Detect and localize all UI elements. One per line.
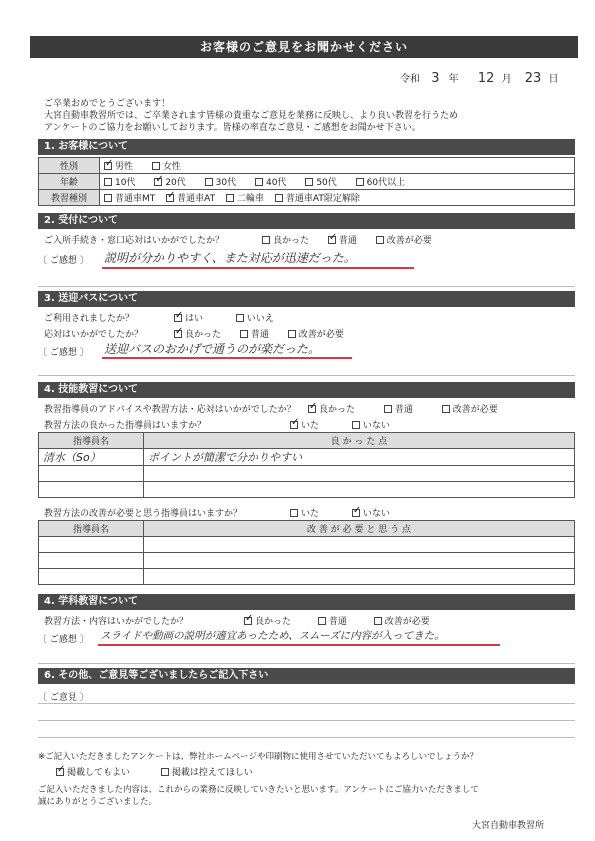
checkbox[interactable] xyxy=(236,314,244,322)
checkbox[interactable] xyxy=(374,617,382,625)
checkbox-checked[interactable] xyxy=(166,194,174,202)
reception-comment-label: 〔 ご感想 〕 xyxy=(38,256,89,266)
checkbox-checked[interactable] xyxy=(244,617,252,625)
age-20s-option[interactable]: ✓ 20代 xyxy=(154,175,185,188)
age-40s-option[interactable]: 40代 xyxy=(255,175,286,188)
checkbox[interactable] xyxy=(161,768,169,776)
empty-cell[interactable] xyxy=(144,466,575,482)
course-at-limit-release-option[interactable]: 普通車AT限定解除 xyxy=(275,191,360,204)
writing-line xyxy=(38,720,575,721)
checkbox[interactable] xyxy=(240,330,248,338)
checkbox[interactable] xyxy=(226,194,234,202)
section-5-header: 4. 学科教習について xyxy=(38,594,575,610)
improve-instructor-question: 教習方法の改善が必要と思う指導員はいますか？ xyxy=(44,509,243,519)
customer-info-table xyxy=(38,157,575,206)
empty-cell[interactable] xyxy=(144,553,575,569)
bus-comment[interactable]: 送迎バスのおかげで通うのが楽だった。 xyxy=(104,342,321,356)
lecture-options xyxy=(244,614,430,627)
checkbox[interactable] xyxy=(356,178,364,186)
bus-use-options xyxy=(174,311,290,324)
gender-label: 性別 xyxy=(39,158,100,174)
reception-improve-option[interactable]: 改善が必要 xyxy=(376,233,432,246)
section-1-header: 1. お客様について xyxy=(38,139,575,155)
checkbox[interactable] xyxy=(104,194,112,202)
date-year-unit: 年 xyxy=(448,74,459,85)
lecture-question: 教習方法・内容はいかがでしたか？ xyxy=(44,617,189,627)
empty-cell[interactable] xyxy=(39,553,144,569)
publication-options xyxy=(56,765,269,778)
checkbox-checked[interactable] xyxy=(154,178,162,186)
col-good-points: 良 か っ た 点 xyxy=(144,433,575,449)
bus-service-good-option[interactable]: ✓ 良かった xyxy=(174,327,221,340)
checkbox[interactable] xyxy=(376,236,384,244)
bus-service-question: 応対はいかがでしたか？ xyxy=(44,330,144,340)
empty-cell[interactable] xyxy=(144,482,575,498)
date-month-unit: 月 xyxy=(501,74,512,85)
thanks-text xyxy=(38,784,578,808)
skill-options xyxy=(308,402,498,415)
col-instructor-name: 指導員名 xyxy=(39,433,144,449)
checkbox[interactable] xyxy=(104,178,112,186)
lecture-normal-option[interactable]: 普通 xyxy=(318,614,347,627)
reception-normal-option[interactable]: ✓ 普通 xyxy=(328,233,357,246)
skill-question: 教習指導員のアドバイスや教習方法・応対はいかがでしたか？ xyxy=(44,405,296,415)
writing-line xyxy=(38,703,575,704)
date-day[interactable]: 23 xyxy=(524,71,542,86)
thanks-line-2: 誠にありがとうございました。 xyxy=(38,797,158,807)
checkbox[interactable] xyxy=(290,509,298,517)
comment-underline xyxy=(102,267,414,269)
checkbox-checked[interactable] xyxy=(308,405,316,413)
bus-service-options xyxy=(174,327,360,340)
comment-underline xyxy=(98,644,500,646)
course-motorcycle-option[interactable]: 二輪車 xyxy=(226,191,264,204)
improve-instructor-options xyxy=(290,506,406,519)
checkbox-checked[interactable] xyxy=(174,330,182,338)
lecture-comment[interactable]: スライドや動画の説明が適宜あったため、スムーズに内容が入ってきた。 xyxy=(100,630,445,642)
good-instructor-question: 教習方法の良かった指導員はいますか？ xyxy=(44,421,207,431)
writing-line xyxy=(38,737,575,738)
page-title: お客様のご意見をお聞かせください xyxy=(30,36,578,58)
writing-line xyxy=(38,286,575,287)
checkbox[interactable] xyxy=(442,405,450,413)
bus-use-yes-option[interactable]: ✓ はい xyxy=(174,311,203,324)
improve-instructor-no-option[interactable]: ✓ いない xyxy=(352,506,390,519)
checkbox[interactable] xyxy=(318,617,326,625)
good-instructor-options xyxy=(290,418,406,431)
col-improve-points: 改 善 が 必 要 と 思 う 点 xyxy=(144,521,575,537)
section-3-header: 3. 送迎バスについて xyxy=(38,291,575,307)
empty-cell[interactable] xyxy=(39,482,144,498)
publish-yes-option[interactable]: ✓掲載してもよい xyxy=(56,765,130,778)
checkbox-checked[interactable] xyxy=(328,236,336,244)
improve-instructor-yes-option[interactable]: いた xyxy=(290,506,319,519)
course-mt-option[interactable]: 普通車MT xyxy=(104,191,155,204)
course-at-option[interactable]: ✓ 普通車AT xyxy=(166,191,215,204)
good-instructor-table xyxy=(38,432,575,498)
checkbox[interactable] xyxy=(255,178,263,186)
skill-normal-option[interactable]: 普通 xyxy=(384,402,413,415)
lecture-good-option[interactable]: ✓ 良かった xyxy=(244,614,291,627)
section-6-header: 6. その他、ご意見等ございましたらご記入下さい xyxy=(38,668,575,684)
checkbox[interactable] xyxy=(205,178,213,186)
checkbox-checked[interactable] xyxy=(56,768,64,776)
organization-name: 大宮自動車教習所 xyxy=(472,821,545,831)
checkbox[interactable] xyxy=(275,194,283,202)
gender-female-option[interactable]: 女性 xyxy=(152,159,181,172)
comment-underline xyxy=(102,357,352,359)
good-instructor-yes-option[interactable]: ✓ いた xyxy=(290,418,319,431)
checkbox-checked[interactable] xyxy=(290,421,298,429)
intro-line-1: ご卒業おめでとうございます！ xyxy=(44,99,171,109)
reception-options xyxy=(262,233,448,246)
checkbox[interactable] xyxy=(262,236,270,244)
good-instructor-no-option[interactable]: いない xyxy=(352,418,390,431)
col-instructor-name: 指導員名 xyxy=(39,521,144,537)
date-era: 令和 xyxy=(400,74,420,85)
checkbox[interactable] xyxy=(305,178,313,186)
bus-comment-label: 〔 ご感想 〕 xyxy=(38,348,89,358)
age-50s-option[interactable]: 50代 xyxy=(305,175,336,188)
thanks-line-1: ご記入いただきました内容は、これからの業務に反映していきたいと思います。アンケートにご協力いただきまして xyxy=(38,785,479,795)
intro-text xyxy=(44,98,574,134)
bus-use-no-option[interactable]: いいえ xyxy=(236,311,274,324)
lecture-comment-label: 〔 ご感想 〕 xyxy=(38,635,89,645)
checkbox-checked[interactable] xyxy=(174,314,182,322)
reception-question: ご入所手続き・窓口応対はいかがでしたか？ xyxy=(44,236,225,246)
checkbox[interactable] xyxy=(288,330,296,338)
skill-good-option[interactable]: ✓ 良かった xyxy=(308,402,355,415)
age-30s-option[interactable]: 30代 xyxy=(205,175,236,188)
checkbox-checked[interactable] xyxy=(104,162,112,170)
empty-cell[interactable] xyxy=(39,537,144,553)
date-year[interactable]: 3 xyxy=(431,71,440,86)
section-2-header: 2. 受付について xyxy=(38,213,575,229)
gender-options xyxy=(100,158,575,174)
age-10s-option[interactable]: 10代 xyxy=(104,175,135,188)
intro-line-3: アンケートのご協力をお願いしております。皆様の率直なご意見・ご感想をお聞かせ下さい。 xyxy=(44,123,421,133)
skill-improve-option[interactable]: 改善が必要 xyxy=(442,402,498,415)
publication-consent-note: ※ご記入いただきましたアンケートは、弊社ホームページや印刷物に使用させていただいてもよろしいでしょうか？ xyxy=(38,752,478,762)
age-60plus-option[interactable]: 60代以上 xyxy=(356,175,405,188)
opinion-label: 〔 ご意見 〕 xyxy=(38,693,89,703)
bus-service-improve-option[interactable]: 改善が必要 xyxy=(288,327,344,340)
age-options xyxy=(100,174,575,190)
date-month[interactable]: 12 xyxy=(477,71,495,86)
date-day-unit: 日 xyxy=(548,74,559,85)
date-line xyxy=(400,70,570,86)
checkbox[interactable] xyxy=(352,421,360,429)
gender-male-option[interactable]: ✓ 男性 xyxy=(104,159,133,172)
bus-service-normal-option[interactable]: 普通 xyxy=(240,327,269,340)
empty-cell[interactable] xyxy=(39,466,144,482)
course-options xyxy=(100,190,575,206)
writing-line xyxy=(38,663,575,664)
intro-line-2: 大宮自動車教習所では、ご卒業されます皆様の貴重なご意見を業務に反映し、より良い教習を行うため xyxy=(44,111,459,121)
age-label: 年齢 xyxy=(39,174,100,190)
checkbox[interactable] xyxy=(152,162,160,170)
good-instructor-name[interactable]: 清水（So） xyxy=(39,449,144,466)
empty-cell[interactable] xyxy=(144,569,575,585)
reception-good-option[interactable]: 良かった xyxy=(262,233,309,246)
improve-instructor-table xyxy=(38,520,575,585)
checkbox[interactable] xyxy=(384,405,392,413)
publish-no-option[interactable]: 掲載は控えてほしい xyxy=(161,765,253,778)
checkbox-checked[interactable] xyxy=(352,509,360,517)
lecture-improve-option[interactable]: 改善が必要 xyxy=(374,614,430,627)
empty-cell[interactable] xyxy=(39,569,144,585)
reception-comment[interactable]: 説明が分かりやすく、また対応が迅速だった。 xyxy=(104,251,356,265)
good-instructor-point[interactable]: ポイントが簡潔で分かりやすい xyxy=(144,449,575,466)
section-4-header: 4. 技能教習について xyxy=(38,382,575,398)
writing-line xyxy=(38,375,575,376)
bus-use-question: ご利用されましたか？ xyxy=(44,314,135,324)
empty-cell[interactable] xyxy=(144,537,575,553)
course-label: 教習種別 xyxy=(39,190,100,206)
